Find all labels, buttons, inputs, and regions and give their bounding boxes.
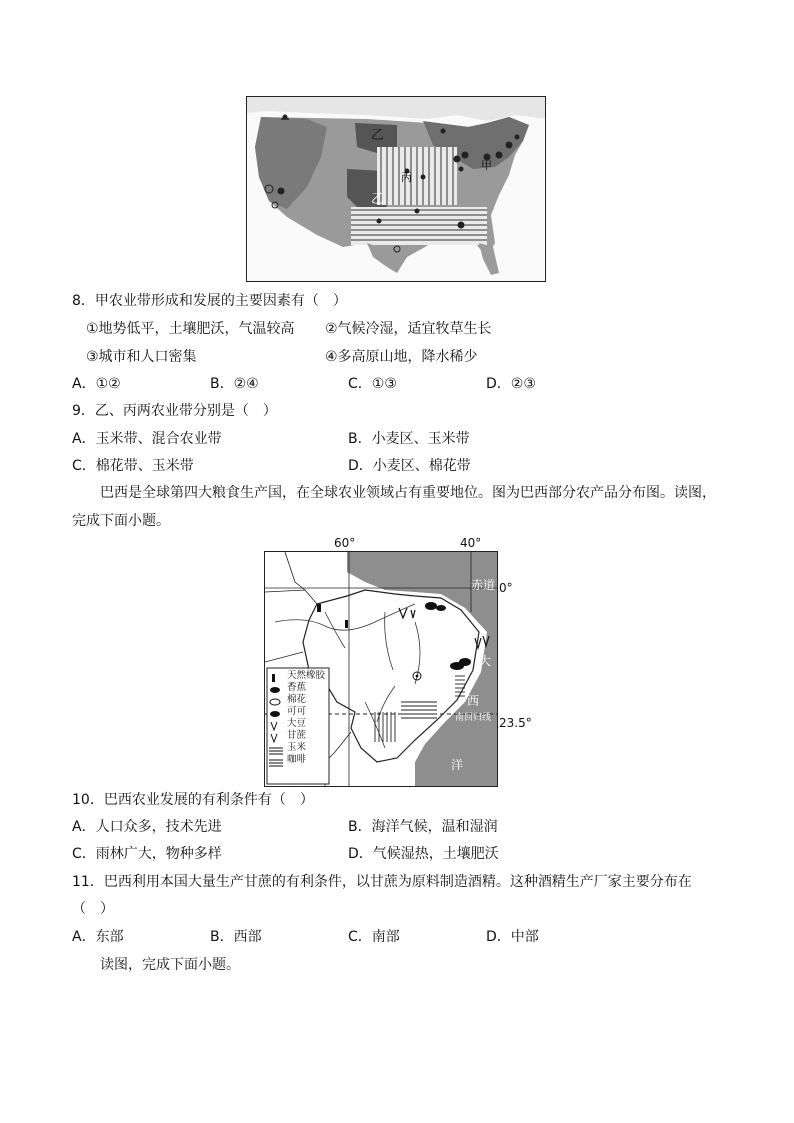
q8-statement-2: ②气候冷湿，适宜牧草生长 — [325, 321, 492, 337]
q10-option-c[interactable]: C．雨林广大，物种多样 — [72, 846, 222, 862]
q11-stem: 11．巴西利用本国大量生产甘蔗的有利条件，以甘蔗为原料制造酒精。这种酒精生产厂家主要分布在 — [72, 874, 692, 890]
label-ocean-xi: 西 — [467, 694, 480, 708]
legend-cotton: 棉花 — [287, 694, 307, 705]
final-instruction: 读图，完成下面小题。 — [100, 957, 240, 973]
q11-option-c[interactable]: C．南部 — [348, 929, 400, 945]
intro-line-2: 完成下面小题。 — [72, 513, 170, 529]
q8-option-a[interactable]: A．①② — [72, 376, 121, 392]
q8-statement-4: ④多高原山地，降水稀少 — [325, 349, 478, 365]
label-lon-60: 60° — [334, 536, 356, 550]
q9-stem: 9．乙、丙两农业带分别是（ ） — [72, 403, 277, 419]
label-ocean-da: 大 — [479, 654, 492, 668]
label-zero-degree: 0° — [499, 581, 513, 595]
legend-corn: 玉米 — [287, 742, 307, 753]
label-ocean-yang: 洋 — [451, 758, 464, 772]
q8-stem: 8．甲农业带形成和发展的主要因素有（ ） — [72, 293, 347, 309]
label-jia: 甲 — [481, 159, 492, 172]
q9-option-b[interactable]: B．小麦区、玉米带 — [348, 431, 470, 447]
q10-stem: 10．巴西农业发展的有利条件有（ ） — [72, 792, 314, 808]
q11-option-a[interactable]: A．东部 — [72, 929, 124, 945]
q10-option-d[interactable]: D．气候湿热，土壤肥沃 — [348, 846, 499, 862]
q9-option-a[interactable]: A．玉米带、混合农业带 — [72, 431, 222, 447]
label-lon-40: 40° — [460, 536, 482, 550]
q9-option-d[interactable]: D．小麦区、棉花带 — [348, 458, 471, 474]
label-yi-south: 乙 — [371, 192, 385, 207]
q10-option-a[interactable]: A．人口众多，技术先进 — [72, 819, 222, 835]
q10-option-b[interactable]: B．海洋气候，温和湿润 — [348, 819, 498, 835]
q11-option-b[interactable]: B．西部 — [210, 929, 262, 945]
label-bing: 丙 — [401, 171, 412, 184]
us-agriculture-map — [246, 96, 546, 282]
legend-soybean: 大豆 — [287, 718, 307, 729]
label-equator: 赤道 — [471, 578, 496, 592]
legend-coffee: 咖啡 — [287, 754, 307, 765]
legend-rubber: 天然橡胶 — [287, 670, 326, 681]
legend-sugarcane: 甘蔗 — [287, 730, 307, 741]
intro-line-1: 巴西是全球第四大粮食生产国，在全球农业领域占有重要地位。图为巴西部分农产品分布图。读图， — [100, 485, 716, 501]
q8-statement-1: ①地势低平，土壤肥沃，气温较高 — [86, 321, 295, 337]
q8-statement-3: ③城市和人口密集 — [86, 349, 197, 365]
q8-option-c[interactable]: C．①③ — [348, 376, 397, 392]
label-yi-north: 乙 — [371, 128, 385, 143]
q8-option-b[interactable]: B．②④ — [210, 376, 259, 392]
legend-list — [287, 670, 325, 766]
label-tropic-degree: 23.5° — [499, 716, 532, 730]
legend-banana: 香蕉 — [287, 682, 307, 693]
q8-option-d[interactable]: D．②③ — [486, 376, 536, 392]
q11-paren: （ ） — [72, 901, 114, 917]
cotton-belt-stripes — [351, 207, 487, 245]
label-tropic: 南回归线 — [455, 713, 492, 723]
q11-option-d[interactable]: D．中部 — [486, 929, 539, 945]
legend-cocoa: 可可 — [287, 706, 307, 717]
corn-belt-stripes — [377, 147, 457, 205]
q9-option-c[interactable]: C．棉花带、玉米带 — [72, 458, 194, 474]
brazil-agriculture-map — [264, 551, 498, 787]
us-map-drawing — [247, 97, 545, 281]
